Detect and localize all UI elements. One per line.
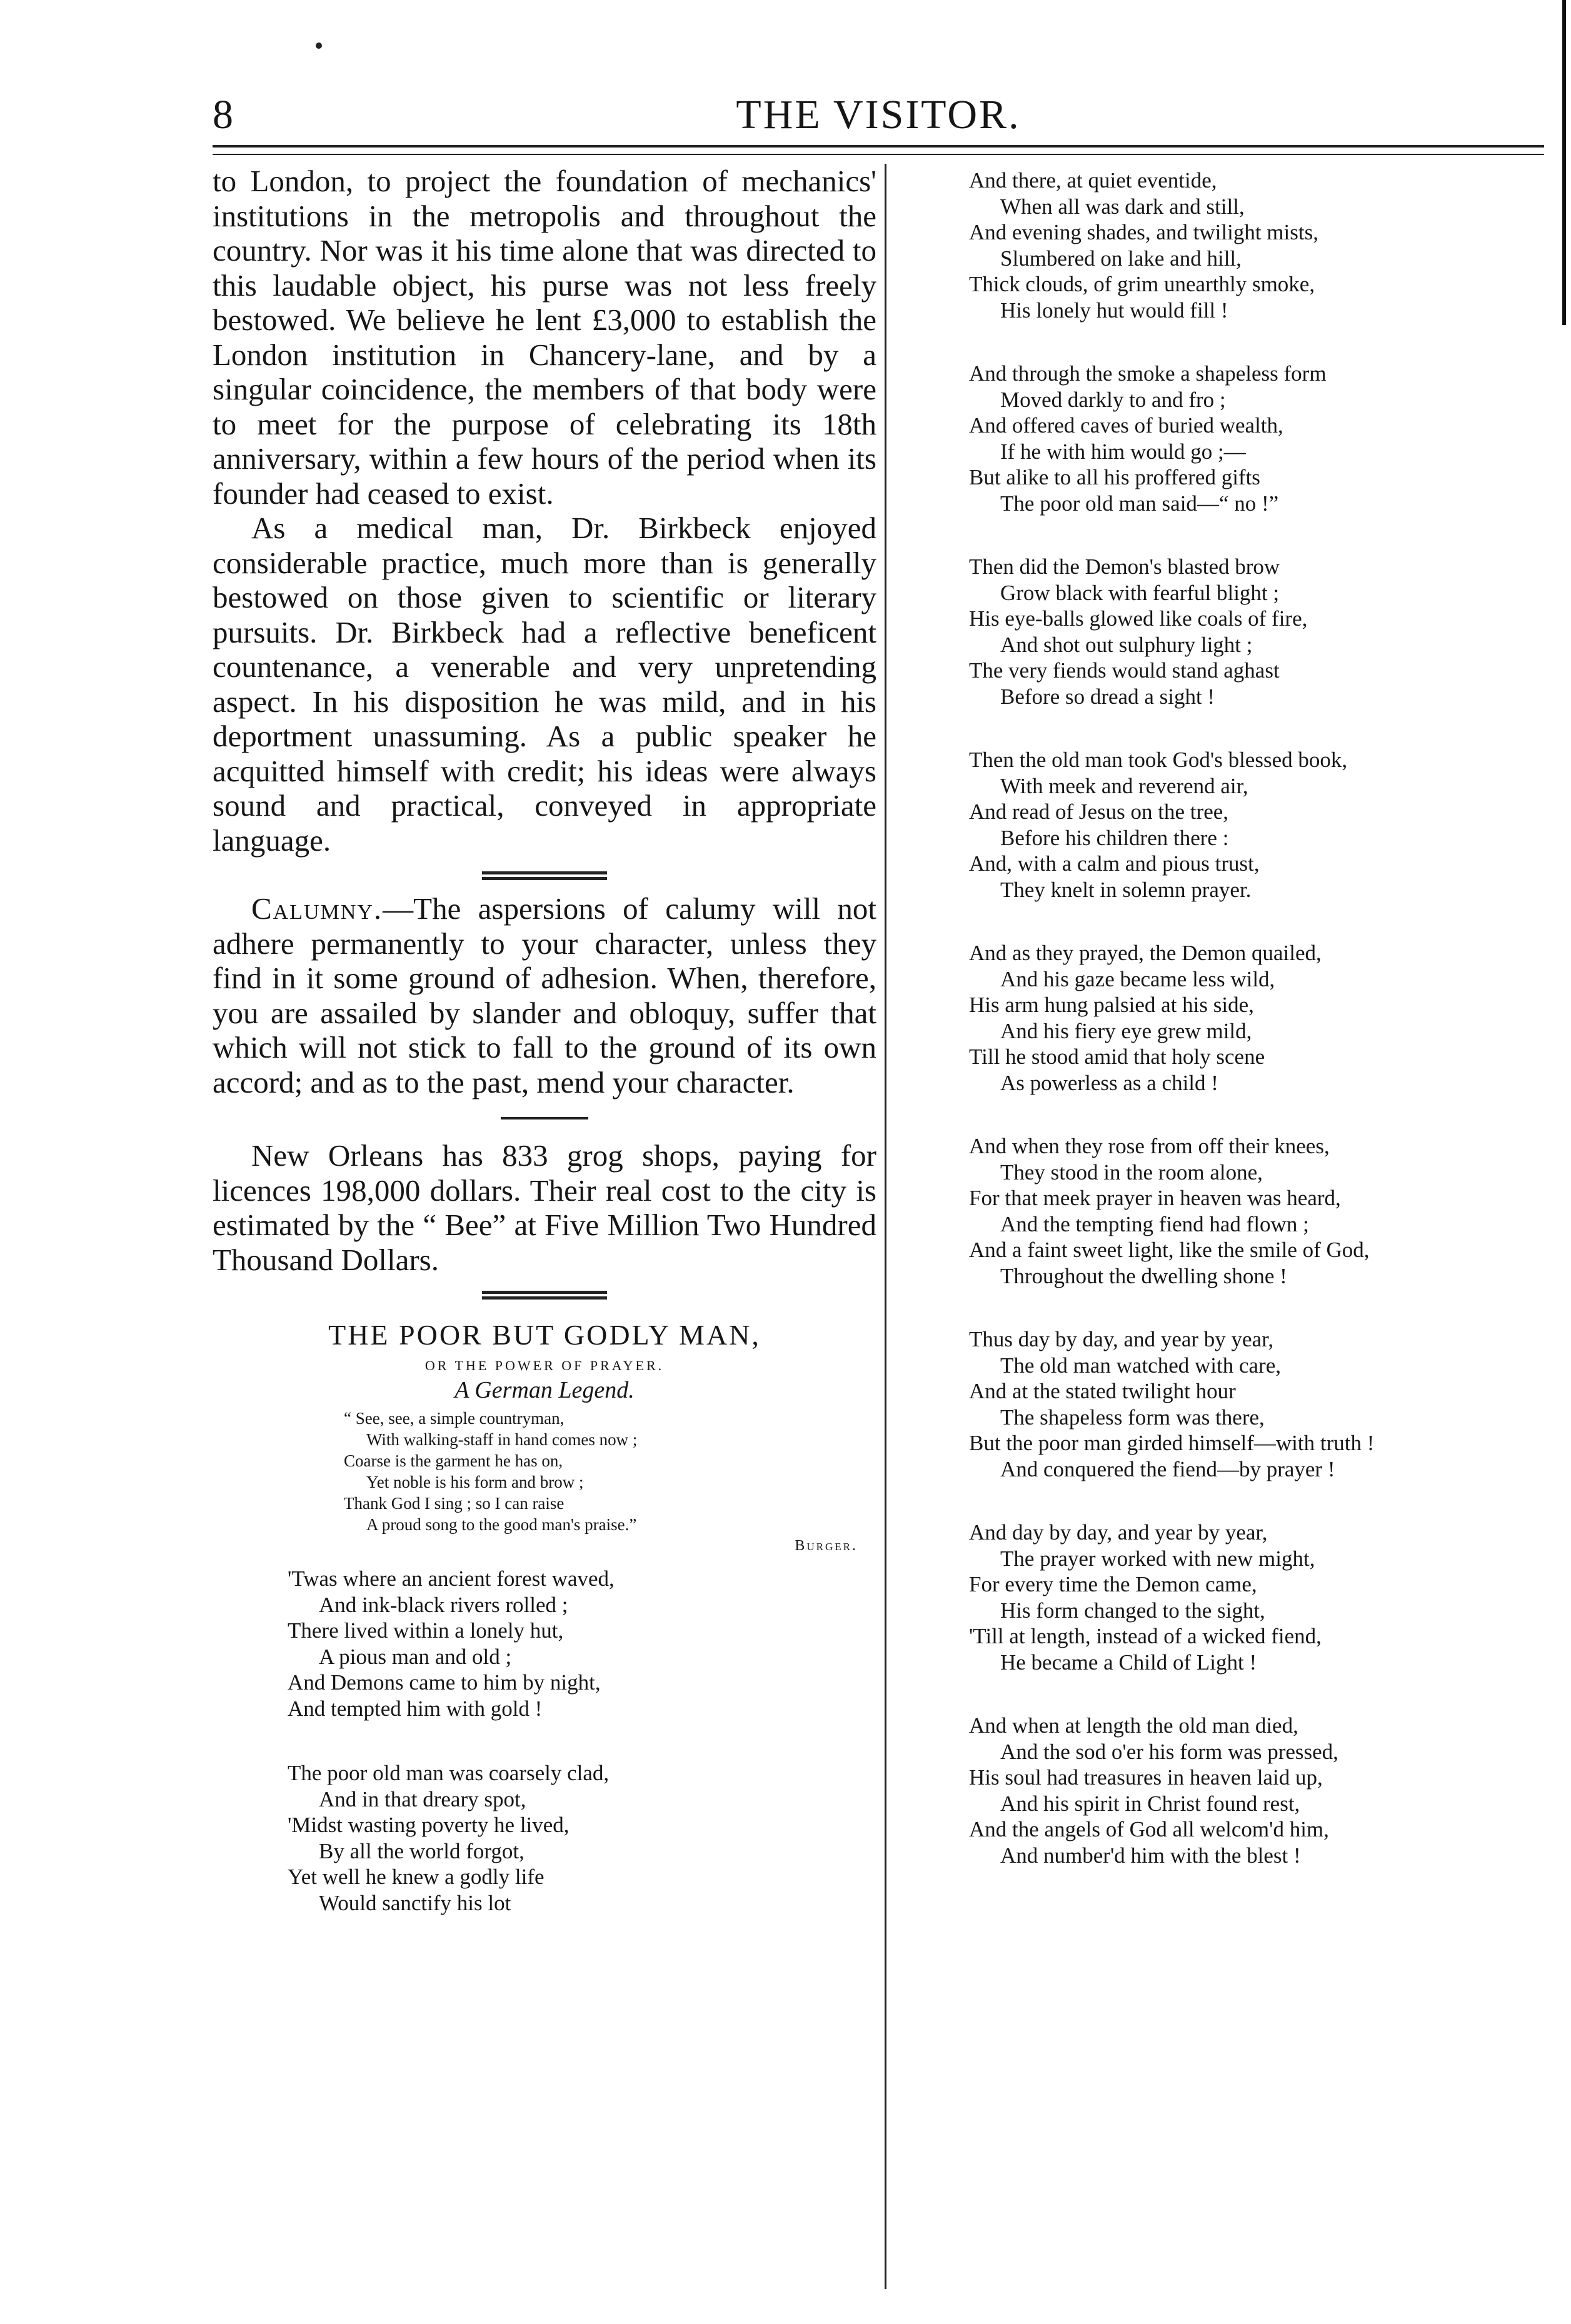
birkbeck-paragraph-continued: to London, to project the foundation of mechanics' institutions in the metropolis and throughout the country. Nor was it his time alone that was directed to this laudable object, his purse was not less freely bestowed. We believe he lent £3,000 to establish the London institution in Chancery-lane, and by a singular coincidence, the members of that body were to meet for the purpose of celebrating its 18th anniversary, within a few hours of the period when its founder had ceased to exist.	[213, 164, 876, 511]
poem-subtitle: OR THE POWER OF PRAYER.	[424, 1358, 665, 1373]
epigraph-line: Yet noble is his form and brow ;	[366, 1473, 584, 1491]
poem-line: Before so dread a sight !	[1000, 684, 1215, 709]
poem-line: Thus day by day, and year by year,	[969, 1327, 1274, 1351]
epigraph-line: With walking-staff in hand comes now ;	[366, 1430, 638, 1449]
poem-stanza	[969, 747, 1544, 903]
poem-line: And day by day, and year by year,	[969, 1520, 1268, 1545]
poem-line: He became a Child of Light !	[1000, 1650, 1257, 1675]
column-divider	[885, 164, 886, 2289]
poem-stanza	[969, 1713, 1544, 1868]
poem-line: Till he stood amid that holy scene	[969, 1044, 1265, 1069]
calumny-heading: Calumny.	[251, 891, 383, 926]
poem-line: And through the smoke a shapeless form	[969, 361, 1327, 386]
poem-stanza	[969, 554, 1544, 709]
poem-line: The shapeless form was there,	[1000, 1405, 1265, 1430]
poem-line: A pious man and old ;	[319, 1644, 512, 1669]
poem-line: And conquered the fiend—by prayer !	[1000, 1456, 1335, 1481]
poem-line: And his spirit in Christ found rest,	[1000, 1791, 1300, 1816]
poem-line: Yet well he knew a godly life	[288, 1865, 545, 1889]
short-divider	[501, 1117, 588, 1119]
poem-stanza	[288, 1566, 876, 1721]
poem-stanza	[969, 1326, 1544, 1482]
poem-line: And his gaze became less wild,	[1000, 966, 1275, 991]
poem-line: Would sanctify his lot	[319, 1890, 511, 1915]
calumny-body: —The aspersions of calumy will not adhere permanently to your character, unless they find in it some ground of adhesion. When, therefore, you are assailed by slander and obloquy, suffer that which will not stick to fall to the ground of its own accord; and as to the past, mend your character.	[213, 891, 876, 1099]
poem-line: When all was dark and still,	[1000, 194, 1245, 219]
page-edge-rule	[1562, 0, 1566, 325]
poem-line: The poor old man said—“ no !”	[1000, 491, 1279, 516]
poem-line: And his fiery eye grew mild,	[1000, 1018, 1252, 1043]
poem-line: As powerless as a child !	[1000, 1070, 1218, 1095]
epigraph-line: “ See, see, a simple countryman,	[344, 1409, 565, 1428]
poem-line: And the sod o'er his form was pressed,	[1000, 1739, 1338, 1764]
poem-line: But the poor man girded himself—with truth !	[969, 1431, 1375, 1455]
poem-epigraph	[344, 1408, 876, 1535]
poem-line: The old man watched with care,	[1000, 1353, 1281, 1378]
page-header	[213, 93, 1544, 138]
poem-line: For every time the Demon came,	[969, 1572, 1257, 1596]
poem-stanza	[969, 168, 1544, 323]
poem-line: For that meek prayer in heaven was heard,	[969, 1186, 1341, 1210]
poem-line: There lived within a lonely hut,	[288, 1618, 564, 1643]
poem-line: And the tempting fiend had flown ;	[1000, 1211, 1309, 1236]
poem-line: And at the stated twilight hour	[969, 1379, 1236, 1403]
poem-line: His lonely hut would fill !	[1000, 298, 1228, 323]
poem-line: 'Till at length, instead of a wicked fiend,	[969, 1624, 1322, 1648]
poem-line: His arm hung palsied at his side,	[969, 993, 1254, 1017]
poem-line: Slumbered on lake and hill,	[1000, 246, 1242, 271]
poem-line: And read of Jesus on the tree,	[969, 799, 1229, 824]
poem-line: Then the old man took God's blessed book,	[969, 748, 1348, 772]
poem-line: Before his children there :	[1000, 825, 1229, 850]
epigraph-line: Thank God I sing ; so I can raise	[344, 1494, 565, 1513]
poem-line: But alike to all his proffered gifts	[969, 465, 1260, 489]
poem-line: And there, at quiet eventide,	[969, 168, 1217, 193]
poem-line: And in that dreary spot,	[319, 1786, 526, 1811]
poem-stanza	[969, 1520, 1544, 1675]
new-orleans-paragraph: New Orleans has 833 grog shops, paying for licences 198,000 dollars. Their real cost to the city is estimated by the “ Bee” at Five Million Two Hundred Thousand Dollars.	[213, 1138, 876, 1277]
poem-line: Thick clouds, of grim unearthly smoke,	[969, 272, 1315, 296]
poem-line: And ink-black rivers rolled ;	[319, 1592, 568, 1617]
section-divider	[482, 1291, 607, 1300]
epigraph-line: A proud song to the good man's praise.”	[366, 1515, 637, 1534]
page-title: THE VISITOR.	[736, 92, 1021, 138]
ink-speck	[316, 43, 322, 49]
header-rule	[213, 145, 1544, 155]
poem-line: The poor old man was coarsely clad,	[288, 1761, 610, 1785]
poem-line: If he with him would go ;—	[1000, 439, 1246, 464]
poem-line: With meek and reverend air,	[1000, 773, 1248, 798]
poem-line: Then did the Demon's blasted brow	[969, 554, 1280, 579]
poem-line: And offered caves of buried wealth,	[969, 413, 1283, 438]
poem-line: His soul had treasures in heaven laid up,	[969, 1765, 1323, 1790]
poem-line: Moved darkly to and fro ;	[1000, 387, 1226, 412]
poem-line: Throughout the dwelling shone !	[1000, 1263, 1287, 1288]
poem-line: And shot out sulphury light ;	[1000, 632, 1253, 657]
poem-stanza	[969, 361, 1544, 516]
epigraph-line: Coarse is the garment he has on,	[344, 1451, 563, 1470]
poem-line: And evening shades, and twilight mists,	[969, 220, 1318, 244]
poem-line: And a faint sweet light, like the smile of God,	[969, 1238, 1370, 1262]
epigraph-attribution: Burger.	[795, 1538, 858, 1554]
poem-line: And Demons came to him by night,	[288, 1670, 601, 1695]
poem-line: And number'd him with the blest !	[1000, 1843, 1301, 1868]
section-divider	[482, 871, 607, 880]
poem-line: And when they rose from off their knees,	[969, 1134, 1330, 1158]
poem-legend: A German Legend.	[454, 1377, 635, 1403]
poem-line: And the angels of God all welcom'd him,	[969, 1817, 1329, 1841]
poem-line: The prayer worked with new might,	[1000, 1546, 1315, 1571]
poem-title: THE POOR BUT GODLY MAN,	[328, 1319, 761, 1351]
page-number: 8	[213, 92, 233, 138]
poem-line: And when at length the old man died,	[969, 1713, 1298, 1738]
poem-line: His eye-balls glowed like coals of fire,	[969, 606, 1308, 631]
poem-line: By all the world forgot,	[319, 1838, 525, 1863]
left-column	[213, 164, 876, 1955]
poem-line: The very fiends would stand aghast	[969, 658, 1280, 683]
poem-line: 'Midst wasting poverty he lived,	[288, 1813, 570, 1837]
poem-stanza	[288, 1760, 876, 1916]
poem-stanza	[969, 940, 1544, 1096]
poem-line: They knelt in solemn prayer.	[1000, 877, 1252, 902]
poem-line: And tempted him with gold !	[288, 1696, 543, 1721]
poem-line: His form changed to the sight,	[1000, 1598, 1265, 1623]
poem-line: 'Twas where an ancient forest waved,	[288, 1566, 615, 1591]
poem-line: And, with a calm and pious trust,	[969, 851, 1260, 876]
poem-line: And as they prayed, the Demon quailed,	[969, 941, 1322, 965]
calumny-paragraph	[213, 891, 876, 1099]
poem-stanza	[969, 1133, 1544, 1289]
right-column	[969, 168, 1544, 1906]
birkbeck-paragraph-medical: As a medical man, Dr. Birkbeck enjoyed considerable practice, much more than is generally bestowed on those given to scientific or literary pursuits. Dr. Birkbeck had a reflective beneficent countenance, a venerable and very unpretending aspect. In his disposition he was mild, and in his deportment unassuming. As a public speaker he acquitted himself with credit; his ideas were always sound and practical, conveyed in appropriate language.	[213, 511, 876, 858]
poem-line: They stood in the room alone,	[1000, 1159, 1263, 1185]
poem-line: Grow black with fearful blight ;	[1000, 580, 1280, 605]
